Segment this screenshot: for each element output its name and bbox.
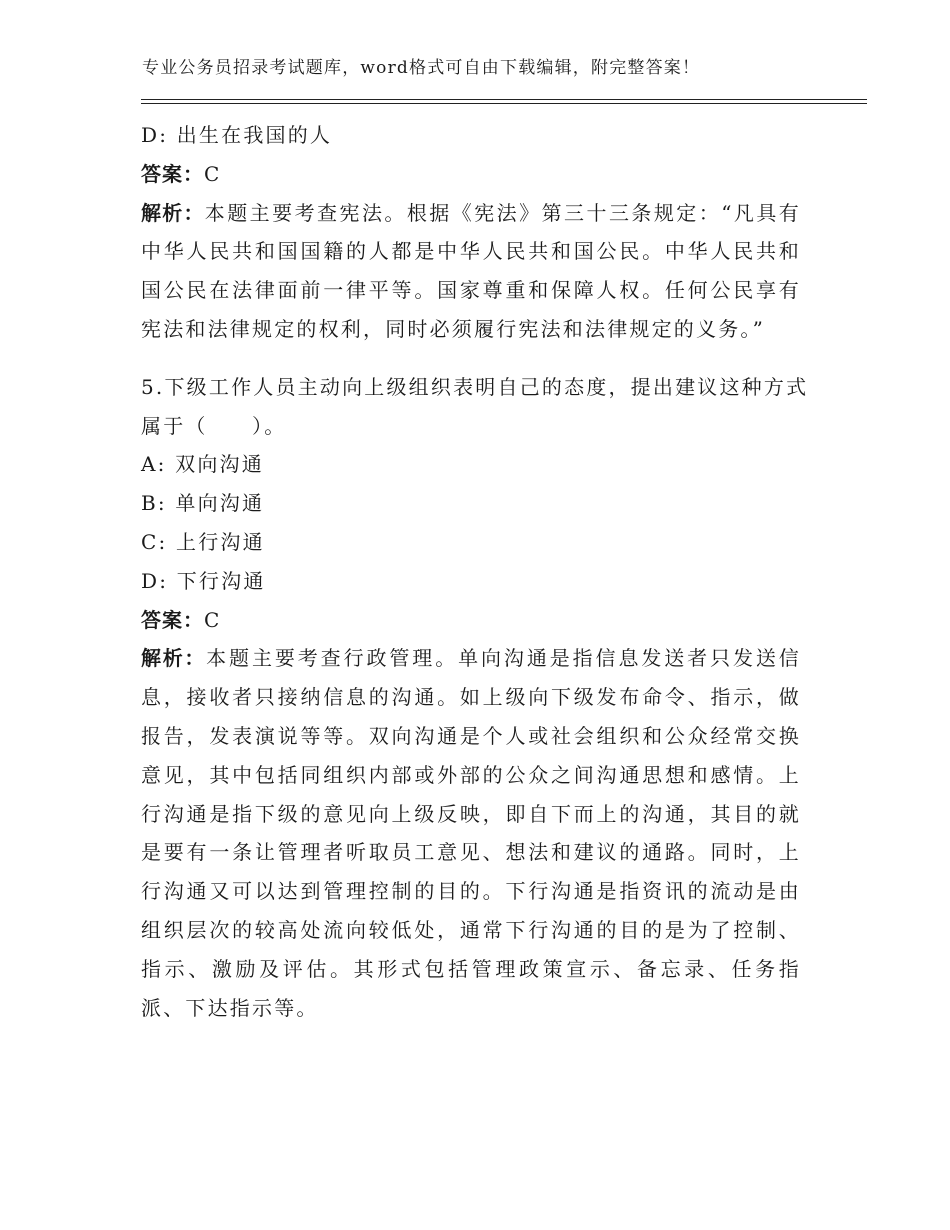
q5-analysis-text: 本题主要考查行政管理。单向沟通是指信息发送者只发送信息，接收者只接纳信息的沟通。如上级向下级发布命令、指示，做报告，发表演说等等。双向沟通是个人或社会组织和公众经常交换意见，其中包括同组织内部或外部的公众之间沟通思想和感情。上行沟通是指下级的意见向上级反映，即自下而上的沟通，其目的就是要有一条让管理者听取员工意见、想法和建议的通路。同时，上行沟通又可以达到管理控制的目的。下行沟通是指资讯的流动是由组织层次的较高处流向较低处，通常下行沟通的目的是为了控制、指示、激励及评估。其形式包括管理政策宣示、备忘录、任务指派、下达指示等。 (141, 646, 802, 1020)
q4-answer-label: 答案： (141, 161, 204, 186)
header-divider-top (141, 99, 867, 100)
document-body (141, 116, 809, 1027)
q5-option-b: B: 单向沟通 (141, 491, 265, 516)
q4-option-d: D: 出生在我国的人 (141, 123, 333, 147)
q5-option-c: C: 上行沟通 (141, 529, 265, 554)
q4-analysis-label: 解析： (141, 200, 205, 225)
q5-analysis (141, 639, 801, 1027)
q5-answer-value: C (204, 607, 222, 632)
page-header: 专业公务员招录考试题库，word格式可自由下载编辑，附完整答案！ (142, 58, 701, 78)
q5-answer (141, 601, 801, 640)
q4-analysis-text: 本题主要考查宪法。根据《宪法》第三十三条规定：“凡具有中华人民共和国国籍的人都是中华人民共和国公民。中华人民共和国公民在法律面前一律平等。国家尊重和保障人权。任何公民享有宪法和法律规定的权利，同时必须履行宪法和法律规定的义务。” (141, 200, 802, 341)
q5-analysis-label: 解析： (141, 646, 207, 671)
q5-stem-line2: 属于（ ）。 (141, 413, 287, 438)
q5-option-a: A: 双向沟通 (141, 452, 264, 477)
q4-analysis (141, 194, 801, 349)
q5-answer-label: 答案： (141, 607, 204, 632)
q5-stem-line1: 5.下级工作人员主动向上级组织表明自己的态度，提出建议这种方式 (141, 374, 809, 399)
header-divider-bottom (141, 103, 867, 104)
q5-option-d: D: 下行沟通 (141, 568, 266, 593)
section-gap (141, 349, 801, 368)
q4-answer-value: C (204, 161, 222, 186)
q4-answer (141, 155, 801, 194)
